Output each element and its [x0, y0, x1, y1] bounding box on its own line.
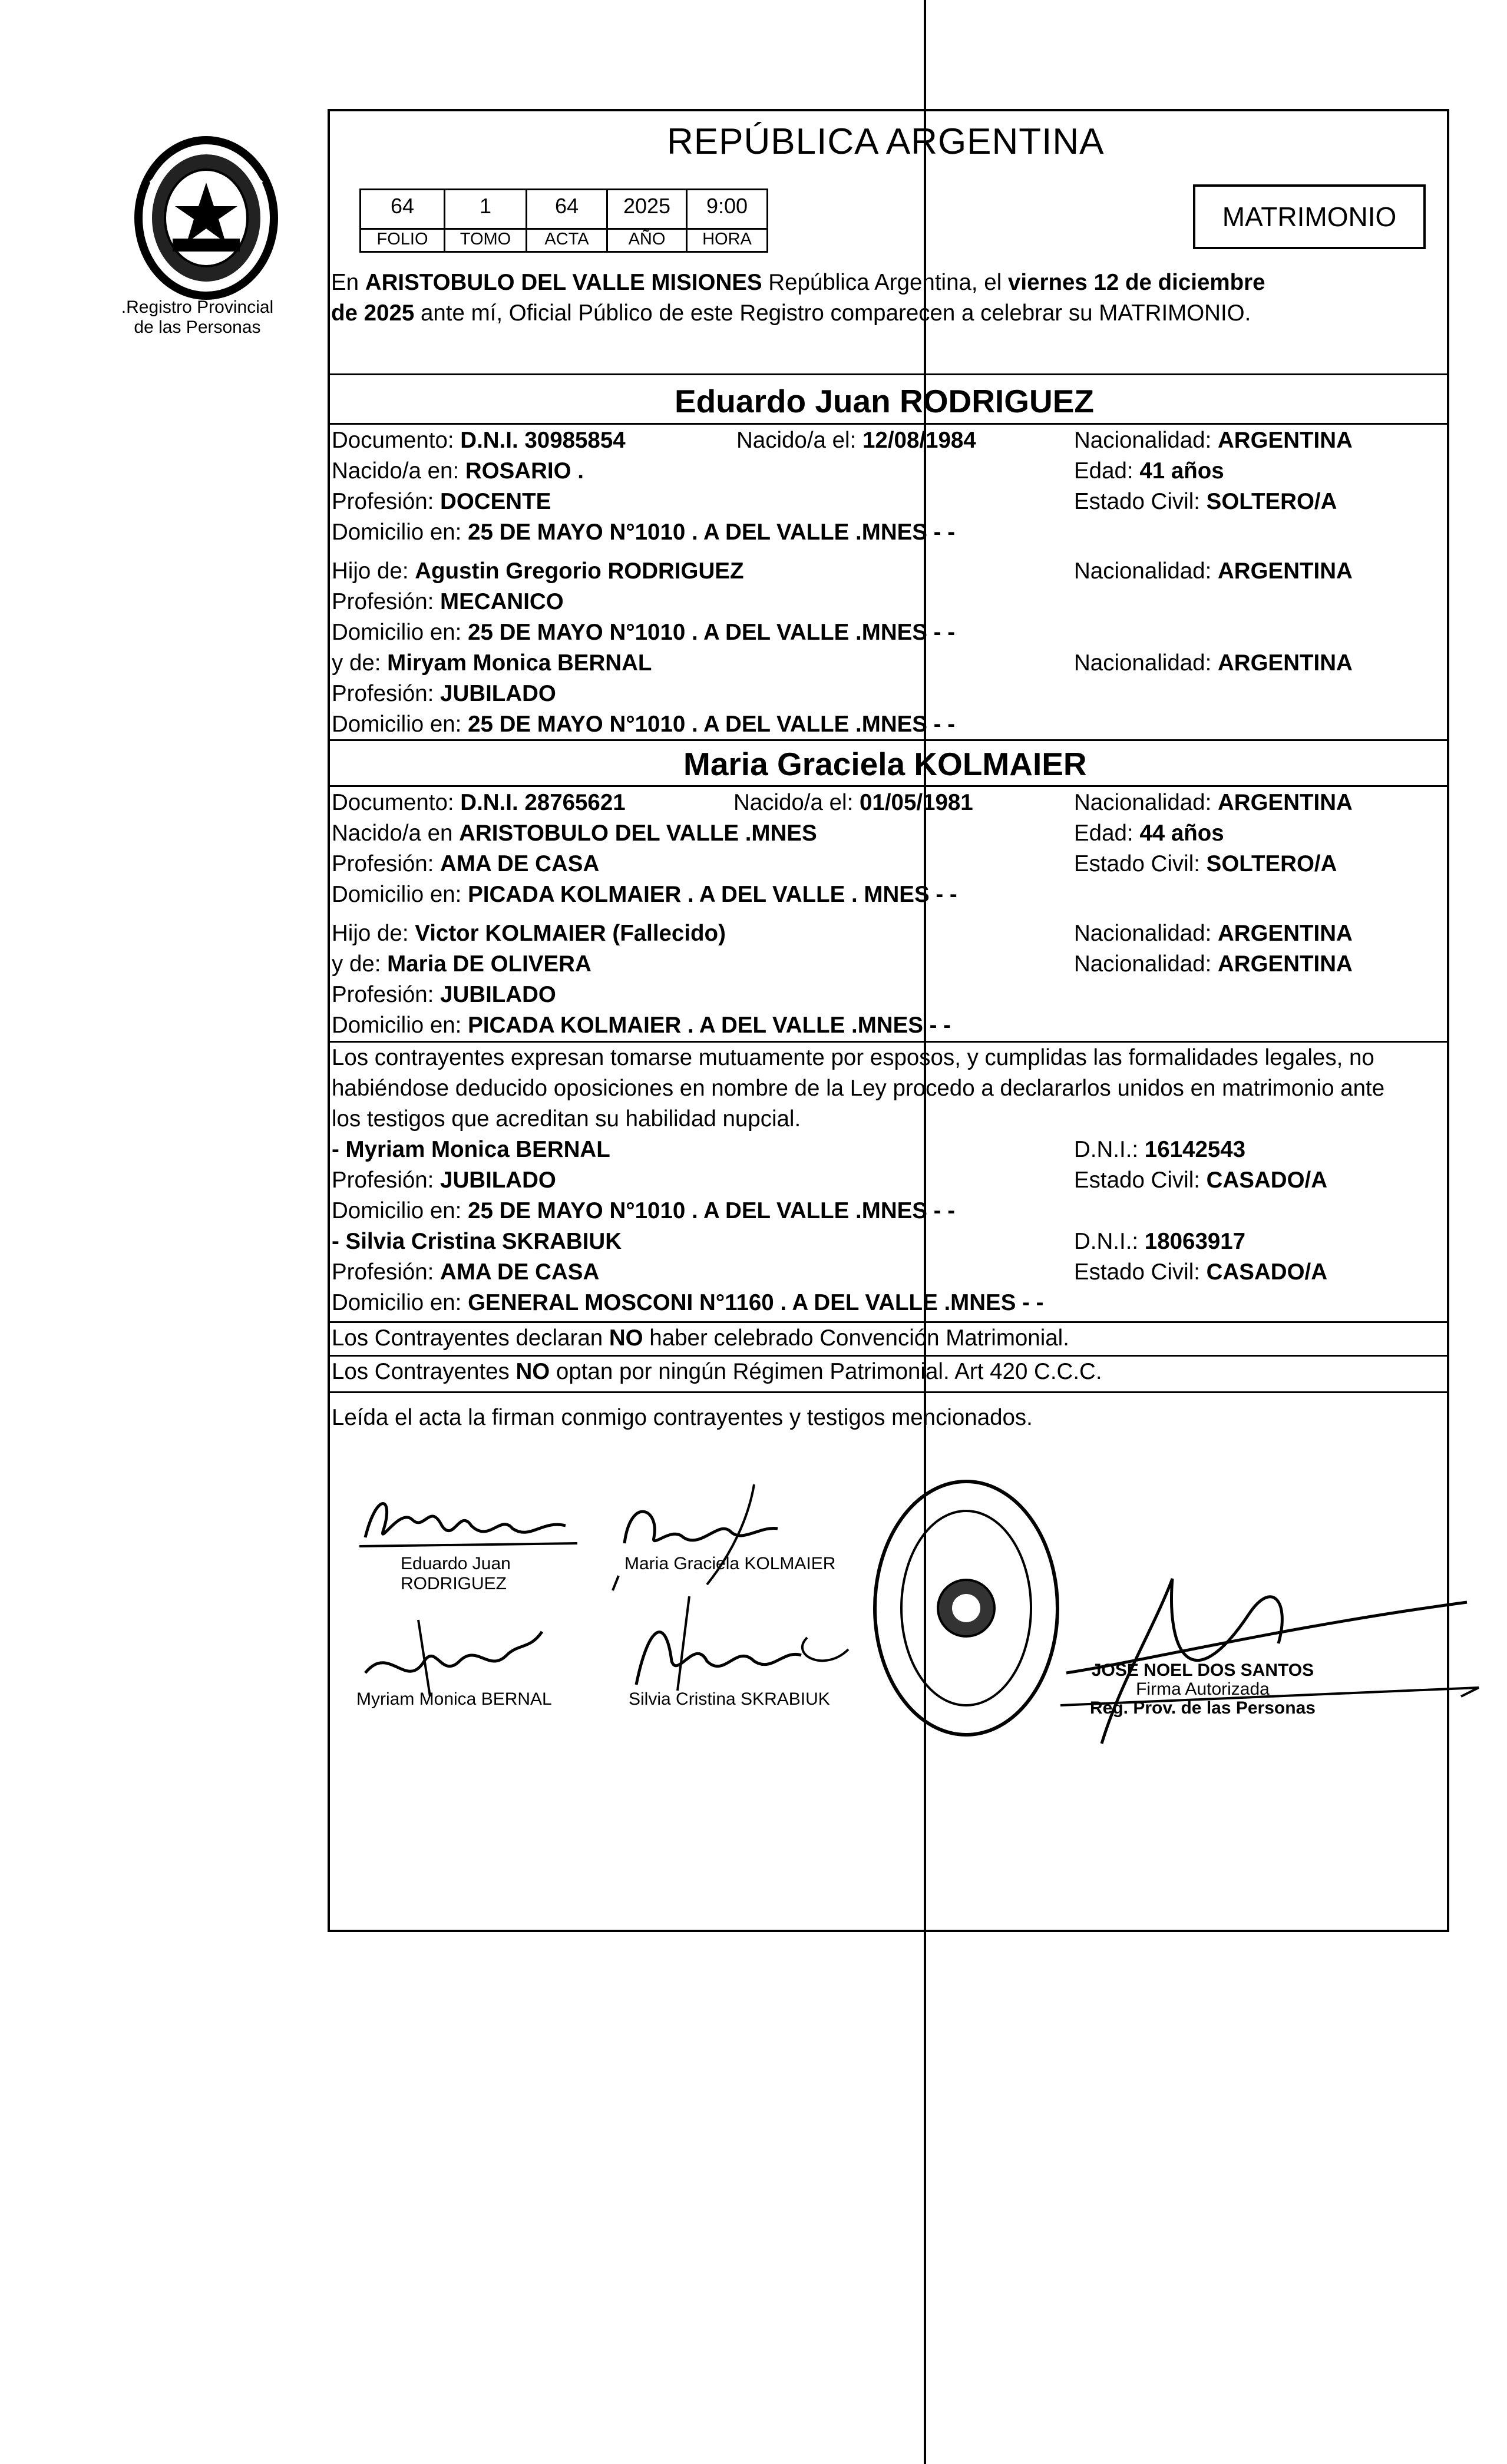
patrimonial-regime-statement: Los Contrayentes NO optan por ningún Régimen Patrimonial. Art 420 C.C.C. [332, 1359, 1102, 1384]
witness-2-civil-status: Estado Civil: CASADO/A [1074, 1259, 1328, 1285]
witness-2-signature-caption: Silvia Cristina SKRABIUK [629, 1689, 830, 1709]
bride-profession: Profesión: AMA DE CASA [332, 851, 600, 877]
folio-label: FOLIO [359, 228, 445, 253]
groom-birthdate: Nacido/a el: 12/08/1984 [736, 428, 976, 453]
acta-label: ACTA [526, 228, 608, 253]
bride-name: Maria Graciela KOLMAIER [683, 746, 1087, 782]
groom-birthplace: Nacido/a en: ROSARIO . [332, 458, 584, 484]
witness-1-name: - Myriam Monica BERNAL [332, 1137, 610, 1162]
bride-parent-profession: Profesión: JUBILADO [332, 982, 556, 1007]
groom-name: Eduardo Juan RODRIGUEZ [675, 383, 1094, 419]
acta-value: 64 [526, 188, 608, 230]
divider [328, 1355, 1449, 1357]
groom-document: Documento: D.N.I. 30985854 [332, 428, 626, 453]
groom-mother-nationality: Nacionalidad: ARGENTINA [1074, 650, 1353, 676]
groom-mother-address: Domicilio en: 25 DE MAYO N°1010 . A DEL VALLE .MNES - - [332, 712, 956, 737]
certificate-type-box: MATRIMONIO [1193, 184, 1426, 249]
divider [328, 1321, 1449, 1323]
groom-mother-profession: Profesión: JUBILADO [332, 681, 556, 706]
groom-father-address: Domicilio en: 25 DE MAYO N°1010 . A DEL VALLE .MNES - - [332, 620, 956, 645]
bride-father-nationality: Nacionalidad: ARGENTINA [1074, 921, 1353, 946]
official-stamp: JOSE NOEL DOS SANTOS Firma Autorizada Reg. Prov. de las Personas [1090, 1661, 1316, 1718]
page-title: REPÚBLICA ARGENTINA [667, 121, 1105, 162]
bride-father: Hijo de: Victor KOLMAIER (Fallecido) [332, 921, 726, 946]
bride-address: Domicilio en: PICADA KOLMAIER . A DEL VALLE . MNES - - [332, 882, 957, 907]
witness-2-address: Domicilio en: GENERAL MOSCONI N°1160 . A DEL VALLE .MNES - - [332, 1290, 1044, 1315]
tomo-value: 1 [444, 188, 527, 230]
groom-address: Domicilio en: 25 DE MAYO N°1010 . A DEL VALLE .MNES - - [332, 520, 956, 545]
divider [328, 1041, 1449, 1043]
bride-age: Edad: 44 años [1074, 821, 1224, 846]
misiones-coat-of-arms-icon [127, 130, 286, 306]
hora-label: HORA [686, 228, 768, 253]
anio-value: 2025 [606, 188, 688, 230]
declaration-line-2: habiéndose deducido oposiciones en nombre de la Ley procedo a declararlos unidos en matrimonio ante [332, 1076, 1385, 1101]
witness-1-address: Domicilio en: 25 DE MAYO N°1010 . A DEL VALLE .MNES - - [332, 1198, 956, 1223]
bride-nationality: Nacionalidad: ARGENTINA [1074, 790, 1353, 815]
witness-1-signature [353, 1608, 554, 1702]
witness-2-name: - Silvia Cristina SKRABIUK [332, 1229, 622, 1254]
divider [328, 373, 1449, 375]
registry-seal [866, 1473, 1066, 1744]
groom-father: Hijo de: Agustin Gregorio RODRIGUEZ [332, 558, 744, 584]
convention-statement: Los Contrayentes declaran NO haber celebrado Convención Matrimonial. [332, 1325, 1069, 1351]
witness-1-dni: D.N.I.: 16142543 [1074, 1137, 1246, 1162]
groom-mother: y de: Miryam Monica BERNAL [332, 650, 652, 676]
folio-value: 64 [359, 188, 445, 230]
bride-birthdate: Nacido/a el: 01/05/1981 [733, 790, 973, 815]
groom-father-nationality: Nacionalidad: ARGENTINA [1074, 558, 1353, 584]
groom-nationality: Nacionalidad: ARGENTINA [1074, 428, 1353, 453]
tomo-label: TOMO [444, 228, 527, 253]
intro-line-1: En ARISTOBULO DEL VALLE MISIONES República Argentina, el viernes 12 de diciembre [331, 270, 1265, 295]
groom-profession: Profesión: DOCENTE [332, 489, 551, 514]
bride-parent-address: Domicilio en: PICADA KOLMAIER . A DEL VALLE .MNES - - [332, 1013, 951, 1038]
witness-1-profession: Profesión: JUBILADO [332, 1167, 556, 1193]
bride-document: Documento: D.N.I. 28765621 [332, 790, 626, 815]
divider [328, 785, 1449, 787]
anio-label: AÑO [606, 228, 688, 253]
bride-signature-caption: Maria Graciela KOLMAIER [624, 1554, 836, 1573]
divider [328, 739, 1449, 741]
hora-value: 9:00 [686, 188, 768, 230]
intro-line-2: de 2025 ante mí, Oficial Público de este Registro comparecen a celebrar su MATRIMONIO. [331, 300, 1251, 326]
divider [328, 1391, 1449, 1393]
witness-2-profession: Profesión: AMA DE CASA [332, 1259, 600, 1285]
witness-2-dni: D.N.I.: 18063917 [1074, 1229, 1246, 1254]
witness-1-signature-caption: Myriam Monica BERNAL [356, 1689, 552, 1709]
declaration-line-3: los testigos que acreditan su habilidad nupcial. [332, 1106, 801, 1132]
bride-civil-status: Estado Civil: SOLTERO/A [1074, 851, 1337, 877]
witness-1-civil-status: Estado Civil: CASADO/A [1074, 1167, 1328, 1193]
bride-birthplace: Nacido/a en ARISTOBULO DEL VALLE .MNES [332, 821, 817, 846]
divider [328, 423, 1449, 425]
bride-mother-nationality: Nacionalidad: ARGENTINA [1074, 951, 1353, 977]
declaration-line-1: Los contrayentes expresan tomarse mutuamente por esposos, y cumplidas las formalidades legales, no [332, 1045, 1374, 1070]
closing-statement: Leída el acta la firman conmigo contrayentes y testigos mencionados. [332, 1405, 1033, 1430]
groom-father-profession: Profesión: MECANICO [332, 589, 564, 614]
groom-age: Edad: 41 años [1074, 458, 1224, 484]
bride-mother: y de: Maria DE OLIVERA [332, 951, 591, 977]
logo-caption: .Registro Provincial de las Personas [121, 297, 274, 337]
groom-civil-status: Estado Civil: SOLTERO/A [1074, 489, 1337, 514]
groom-signature-caption: Eduardo Juan RODRIGUEZ [401, 1554, 511, 1593]
